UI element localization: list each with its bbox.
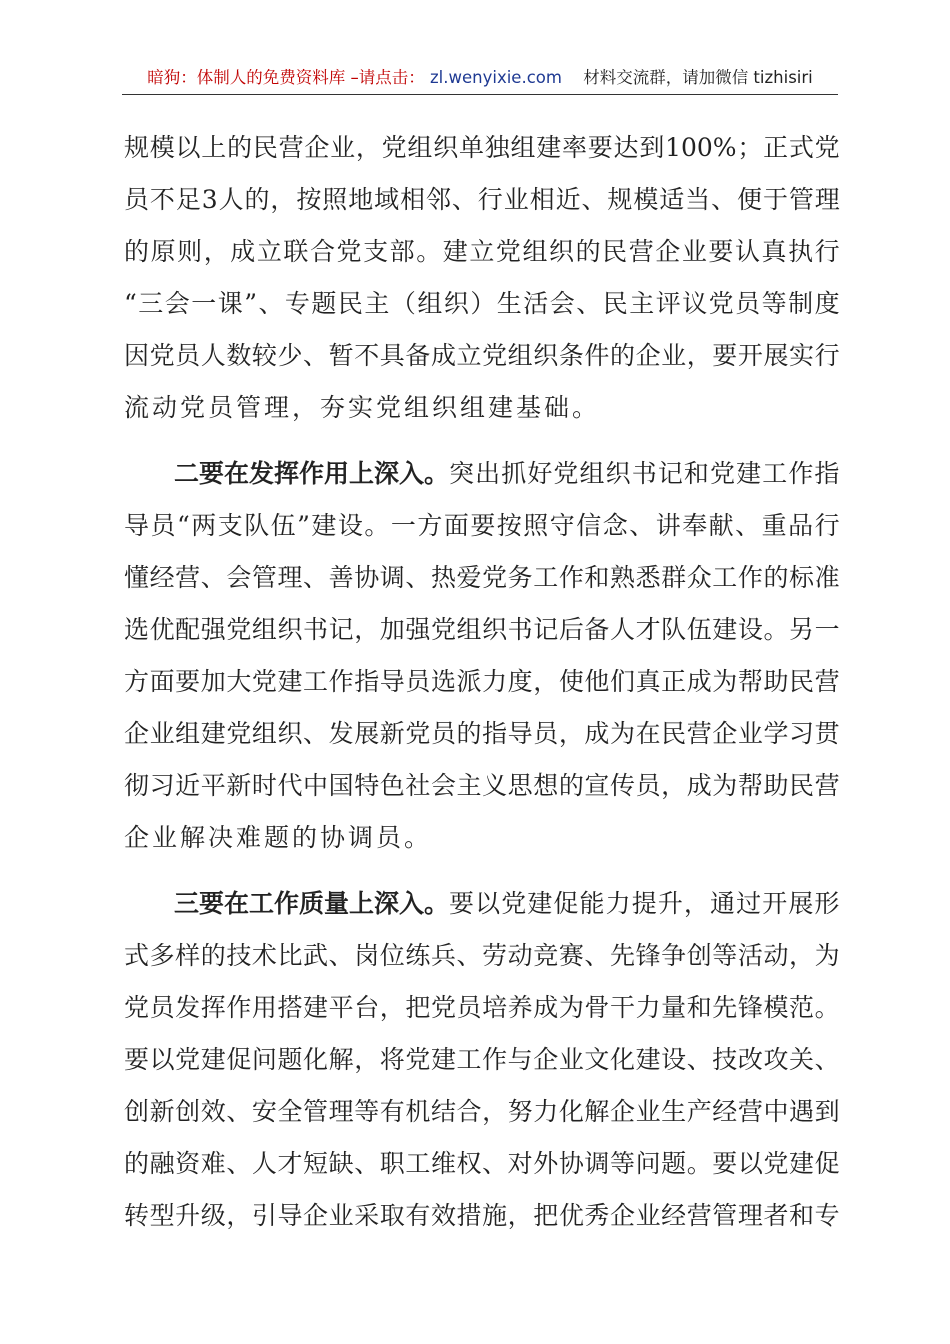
section-heading-rest: 突出抓好党组织书记和党建工作指 [449,459,841,488]
body-line: 的 融 资 难 、 人 才 短 缺 、 职 工 维 权 、 对 外 协 调 等 问 题 。 要 以 党 建 促 [124,1149,840,1178]
body-line: 方 面 要 加 大 党 建 工 作 指 导 员 选 派 力 度 ， 使 他 们 真 正 成 为 帮 助 民 营 [124,667,840,696]
body-line: 要 以 党 建 促 问 题 化 解 ， 将 党 建 工 作 与 企 业 文 化 建 设 、 技 改 攻 关 、 [124,1045,840,1074]
body-line: 企 业 组 建 党 组 织 、 发 展 新 党 员 的 指 导 员 ， 成 为 在 民 营 企 业 学 习 贯 [124,719,840,748]
section-heading-line [124,448,840,500]
section-heading-rest: 要以党建促能力提升，通过开展形 [449,889,841,918]
body-line: 式 多 样 的 技 术 比 武 、 岗 位 练 兵 、 劳 动 竞 赛 、 先 锋 争 创 等 活 动 ， 为 [124,941,840,970]
header-click-prompt: –请点击： [350,68,425,87]
body-line: 转 型 升 级 ， 引 导 企 业 采 取 有 效 措 施 ， 把 优 秀 企 业 经 营 管 理 者 和 专 [124,1201,840,1230]
body-line: 导 员 “ 两 支 队 伍 ” 建 设 。 一 方 面 要 按 照 守 信 念 、 讲 奉 献 、 重 品 行 [124,511,840,540]
document-body [124,122,840,1242]
body-line: 规 模 以 上 的 民 营 企 业 ， 党 组 织 单 独 组 建 率 要 达 到 100% ； 正 式 党 [124,133,840,162]
section-heading: 三要在工作质量上深入。 [174,889,450,918]
body-line: 因 党 员 人 数 较 少 、 暂 不 具 备 成 立 党 组 织 条 件 的 企 业 ， 要 开 展 实 行 [124,341,840,370]
page-header [122,62,838,95]
body-line: 彻 习 近 平 新 时 代 中 国 特 色 社 会 主 义 思 想 的 宣 传 员 ， 成 为 帮 助 民 营 [124,771,840,800]
section-heading: 二要在发挥作用上深入。 [174,459,450,488]
body-line: 懂 经 营 、 会 管 理 、 善 协 调 、 热 爱 党 务 工 作 和 熟 悉 群 众 工 作 的 标 准 [124,563,840,592]
body-line: 选 优 配 强 党 组 织 书 记 ， 加 强 党 组 织 书 记 后 备 人 才 队 伍 建 设 。 另 一 [124,615,840,644]
body-line: “ 三 会 一 课 ” 、 专 题 民 主 （ 组 织 ） 生 活 会 、 民 主 评 议 党 员 等 制 度 [124,289,840,318]
body-line: 员 不 足 3 人 的 ， 按 照 地 域 相 邻 、 行 业 相 近 、 规 模 适 当 、 便 于 管 理 [124,185,840,214]
header-site-name: 暗狗：体制人的免费资料库 [147,68,346,87]
header-link[interactable]: zl.wenyixie.com [430,68,562,87]
header-wechat-note: 材料交流群，请加微信 tizhisiri [583,68,813,87]
body-line: 创 新 创 效 、 安 全 管 理 等 有 机 结 合 ， 努 力 化 解 企 业 生 产 经 营 中 遇 到 [124,1097,840,1126]
body-line: 企业解决难题的协调员。 [124,823,433,852]
body-line: 流动党员管理，夯实党组织组建基础。 [124,393,601,422]
section-heading-line [124,878,840,930]
body-line: 的 原 则 ， 成 立 联 合 党 支 部 。 建 立 党 组 织 的 民 营 企 业 要 认 真 执 行 [124,237,840,266]
body-line: 党 员 发 挥 作 用 搭 建 平 台 ， 把 党 员 培 养 成 为 骨 干 力 量 和 先 锋 模 范 。 [124,993,840,1022]
